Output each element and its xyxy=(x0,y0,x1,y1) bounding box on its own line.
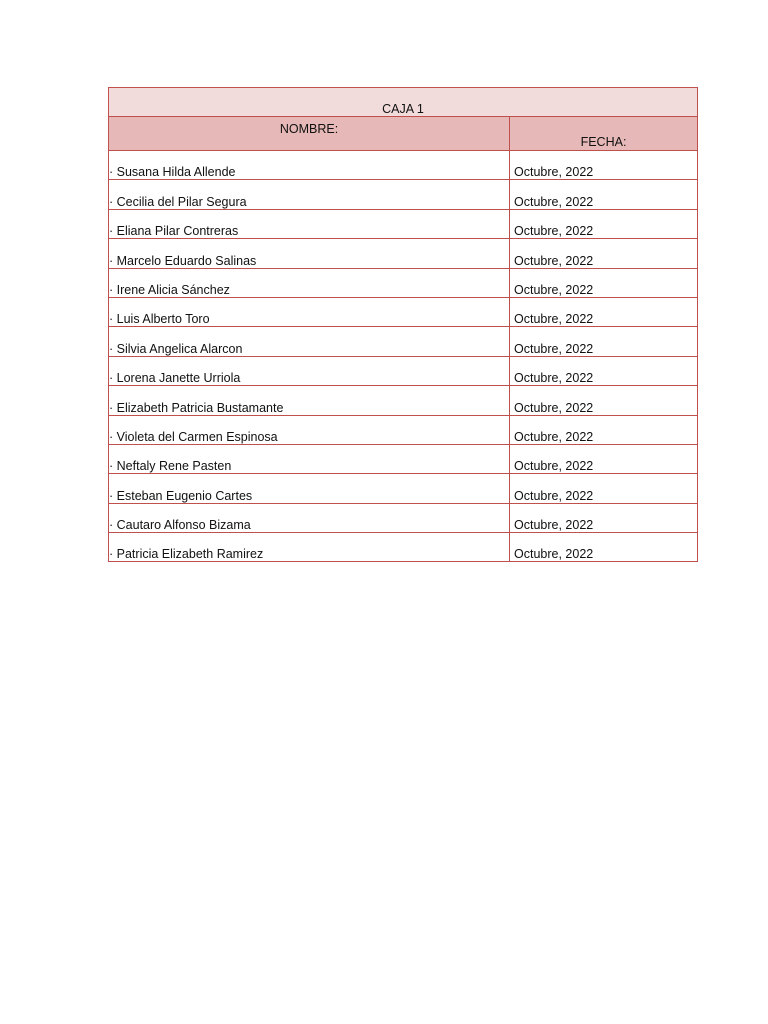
cell-fecha: Octubre, 2022 xyxy=(510,209,698,238)
cell-nombre: · Violeta del Carmen Espinosa xyxy=(109,415,510,444)
table-row xyxy=(109,239,698,268)
cell-nombre: · Silvia Angelica Alarcon xyxy=(109,327,510,356)
cell-nombre: · Luis Alberto Toro xyxy=(109,297,510,326)
cell-fecha: Octubre, 2022 xyxy=(510,151,698,180)
table-row xyxy=(109,209,698,238)
table-row xyxy=(109,356,698,385)
cell-fecha: Octubre, 2022 xyxy=(510,327,698,356)
cell-nombre: · Elizabeth Patricia Bustamante xyxy=(109,386,510,415)
cell-nombre: · Lorena Janette Urriola xyxy=(109,356,510,385)
cell-fecha: Octubre, 2022 xyxy=(510,356,698,385)
table-body xyxy=(109,151,698,562)
table-row xyxy=(109,474,698,503)
cell-nombre: · Susana Hilda Allende xyxy=(109,151,510,180)
document-sheet xyxy=(108,87,697,562)
table-row xyxy=(109,268,698,297)
cell-fecha: Octubre, 2022 xyxy=(510,386,698,415)
table-row xyxy=(109,386,698,415)
cell-fecha: Octubre, 2022 xyxy=(510,239,698,268)
table-row xyxy=(109,533,698,562)
cell-fecha: Octubre, 2022 xyxy=(510,474,698,503)
table-row xyxy=(109,180,698,209)
cell-nombre: · Patricia Elizabeth Ramirez xyxy=(109,533,510,562)
table-row xyxy=(109,151,698,180)
table-row xyxy=(109,297,698,326)
cell-fecha: Octubre, 2022 xyxy=(510,444,698,473)
table-row xyxy=(109,444,698,473)
cell-fecha: Octubre, 2022 xyxy=(510,415,698,444)
header-nombre: NOMBRE: xyxy=(109,117,510,151)
caja-table xyxy=(108,87,698,562)
cell-nombre: · Neftaly Rene Pasten xyxy=(109,444,510,473)
header-fecha: FECHA: xyxy=(510,117,698,151)
cell-nombre: · Esteban Eugenio Cartes xyxy=(109,474,510,503)
cell-fecha: Octubre, 2022 xyxy=(510,503,698,532)
cell-nombre: · Cecilia del Pilar Segura xyxy=(109,180,510,209)
cell-fecha: Octubre, 2022 xyxy=(510,297,698,326)
table-header-row xyxy=(109,117,698,151)
table-row xyxy=(109,503,698,532)
cell-nombre: · Eliana Pilar Contreras xyxy=(109,209,510,238)
cell-nombre: · Marcelo Eduardo Salinas xyxy=(109,239,510,268)
table-title: CAJA 1 xyxy=(109,88,698,117)
cell-fecha: Octubre, 2022 xyxy=(510,180,698,209)
cell-nombre: · Irene Alicia Sánchez xyxy=(109,268,510,297)
table-title-row xyxy=(109,88,698,117)
cell-fecha: Octubre, 2022 xyxy=(510,268,698,297)
table-row xyxy=(109,415,698,444)
cell-fecha: Octubre, 2022 xyxy=(510,533,698,562)
table-row xyxy=(109,327,698,356)
cell-nombre: · Cautaro Alfonso Bizama xyxy=(109,503,510,532)
